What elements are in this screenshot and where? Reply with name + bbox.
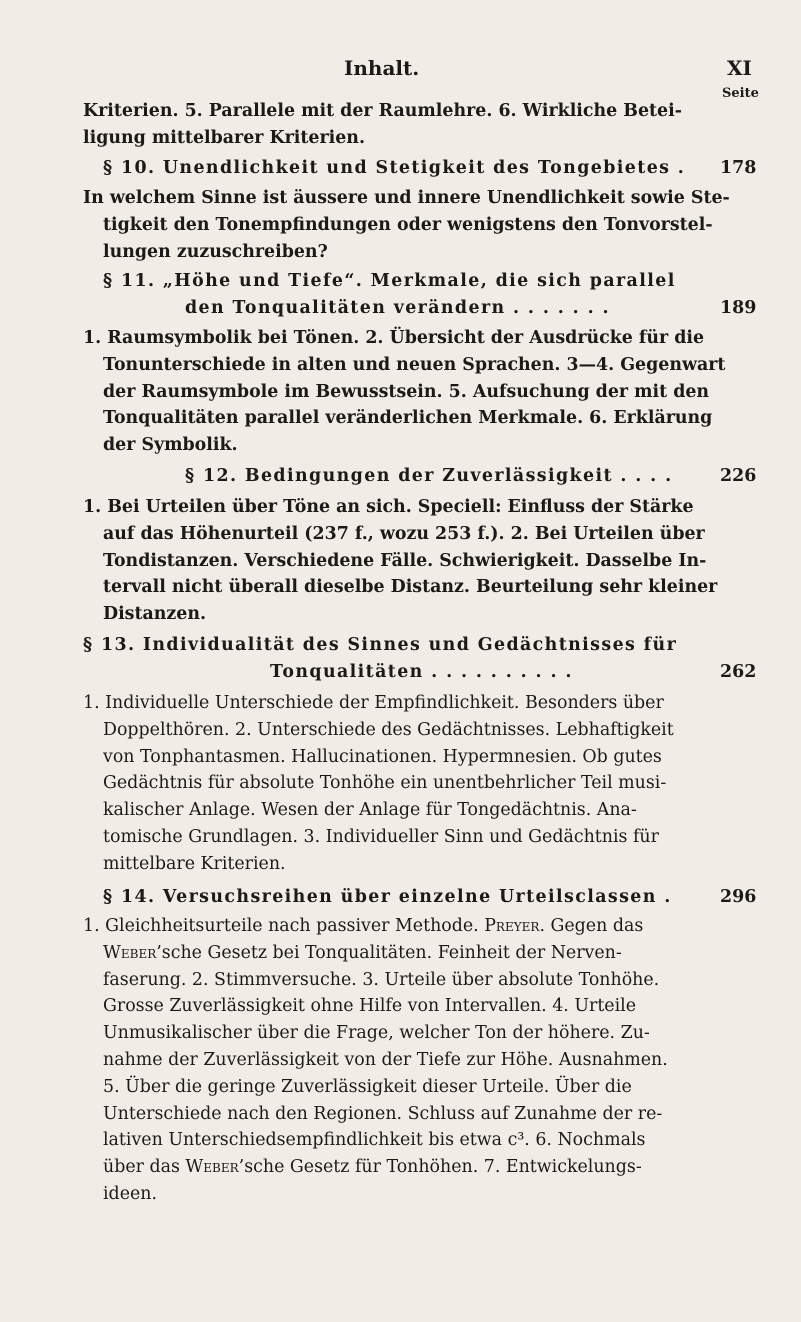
text-line: der Raumsymbole im Bewusstsein. 5. Aufsuchung der mit den: [103, 381, 710, 402]
text-line: Tonunterschiede in alten und neuen Sprachen. 3—4. Gegenwart: [103, 354, 726, 375]
text-line: Unmusikalischer über die Frage, welcher Ton der höhere. Zu-: [103, 1023, 650, 1044]
section-13-heading: § 13. Individualität des Sinnes und Gedächtnisses für: [83, 635, 678, 655]
text-line: über das Weber’sche Gesetz für Tonhöhen. 7. Entwickelungs-: [103, 1157, 642, 1178]
section-11-heading: § 11. „Höhe und Tiefe“. Merkmale, die sich parallel: [103, 271, 676, 291]
text-line: mittelbare Kriterien.: [103, 853, 286, 874]
text-line: tigkeit den Tonempfindungen oder wenigstens den Tonvorstel-: [103, 214, 713, 235]
section-14-page: 296: [720, 887, 757, 907]
text-line: tomische Grundlagen. 3. Individueller Sinn und Gedächtnis für: [103, 826, 659, 847]
text-line: Tonqualitäten parallel veränderlichen Merkmale. 6. Erklärung: [103, 408, 713, 429]
text-line: faserung. 2. Stimmversuche. 3. Urteile über absolute Tonhöhe.: [103, 969, 660, 990]
text-line: Grosse Zuverlässigkeit ohne Hilfe von Intervallen. 4. Urteile: [103, 996, 637, 1017]
page-number: XI: [727, 56, 752, 80]
text-line: Distanzen.: [103, 604, 207, 625]
section-12-description: [83, 494, 753, 628]
section-11-page: 189: [720, 298, 757, 318]
section-13-page: 262: [720, 662, 757, 682]
text-line: nahme der Zuverlässigkeit von der Tiefe zur Höhe. Ausnahmen.: [103, 1049, 668, 1070]
text-line: der Symbolik.: [103, 435, 238, 456]
section-11-heading-cont: den Tonqualitäten verändern . . . . . . .: [185, 298, 610, 318]
text-line: 5. Über die geringe Zuverlässigkeit dieser Urteile. Über die: [103, 1076, 632, 1097]
text-line: 1. Gleichheitsurteile nach passiver Methode. Preyer. Gegen das: [83, 916, 644, 936]
section-12-heading: § 12. Bedingungen der Zuverlässigkeit . . . .: [185, 466, 673, 486]
text-line: Doppelthören. 2. Unterschiede des Gedächtnisses. Lebhaftigkeit: [103, 719, 674, 740]
text-line: auf das Höhenurteil (237 f., wozu 253 f.). 2. Bei Urteilen über: [103, 523, 705, 544]
continuation-text: [83, 98, 753, 152]
section-13-heading-cont: Tonqualitäten . . . . . . . . . .: [270, 662, 573, 682]
section-11-description: [83, 325, 753, 459]
section-10-description: [83, 185, 753, 265]
text-line: lativen Unterschiedsempfindlichkeit bis etwa c³. 6. Nochmals: [103, 1130, 646, 1151]
text-line: 1. Individuelle Unterschiede der Empfindlichkeit. Besonders über: [83, 693, 664, 713]
text-line: Weber’sche Gesetz bei Tonqualitäten. Feinheit der Nerven-: [103, 942, 622, 963]
text-line: 1. Bei Urteilen über Töne an sich. Speciell: Einfluss der Stärke: [83, 497, 694, 517]
text-line: von Tonphantasmen. Hallucinationen. Hypermnesien. Ob gutes: [103, 746, 662, 767]
text-line: 1. Raumsymbolik bei Tönen. 2. Übersicht der Ausdrücke für die: [83, 328, 705, 348]
text-line: ideen.: [103, 1183, 158, 1204]
section-13-description: [83, 690, 753, 878]
section-10-heading: § 10. Unendlichkeit und Stetigkeit des Tongebietes .: [103, 158, 686, 178]
text-line: In welchem Sinne ist äussere und innere Unendlichkeit sowie Ste-: [83, 188, 730, 208]
text-line: Tondistanzen. Verschiedene Fälle. Schwierigkeit. Dasselbe In-: [103, 550, 707, 571]
seite-column-label: Seite: [722, 86, 759, 101]
section-14-heading: § 14. Versuchsreihen über einzelne Urteilsclassen .: [103, 887, 672, 907]
text-line: lungen zuzuschreiben?: [103, 241, 328, 262]
text-line: Unterschiede nach den Regionen. Schluss auf Zunahme der re-: [103, 1103, 663, 1124]
text-line: Kriterien. 5. Parallele mit der Raumlehre. 6. Wirkliche Betei-: [83, 101, 682, 121]
section-12-page: 226: [720, 466, 757, 486]
section-10-page: 178: [720, 158, 757, 178]
text-line: Gedächtnis für absolute Tonhöhe ein unentbehrlicher Teil musi-: [103, 773, 667, 794]
running-title: Inhalt.: [344, 56, 420, 80]
text-line: tervall nicht überall dieselbe Distanz. Beurteilung sehr kleiner: [103, 577, 718, 598]
section-14-description: [83, 913, 753, 1208]
text-line: ligung mittelbarer Kriterien.: [83, 127, 366, 148]
text-line: kalischer Anlage. Wesen der Anlage für Tongedächtnis. Ana-: [103, 800, 637, 821]
